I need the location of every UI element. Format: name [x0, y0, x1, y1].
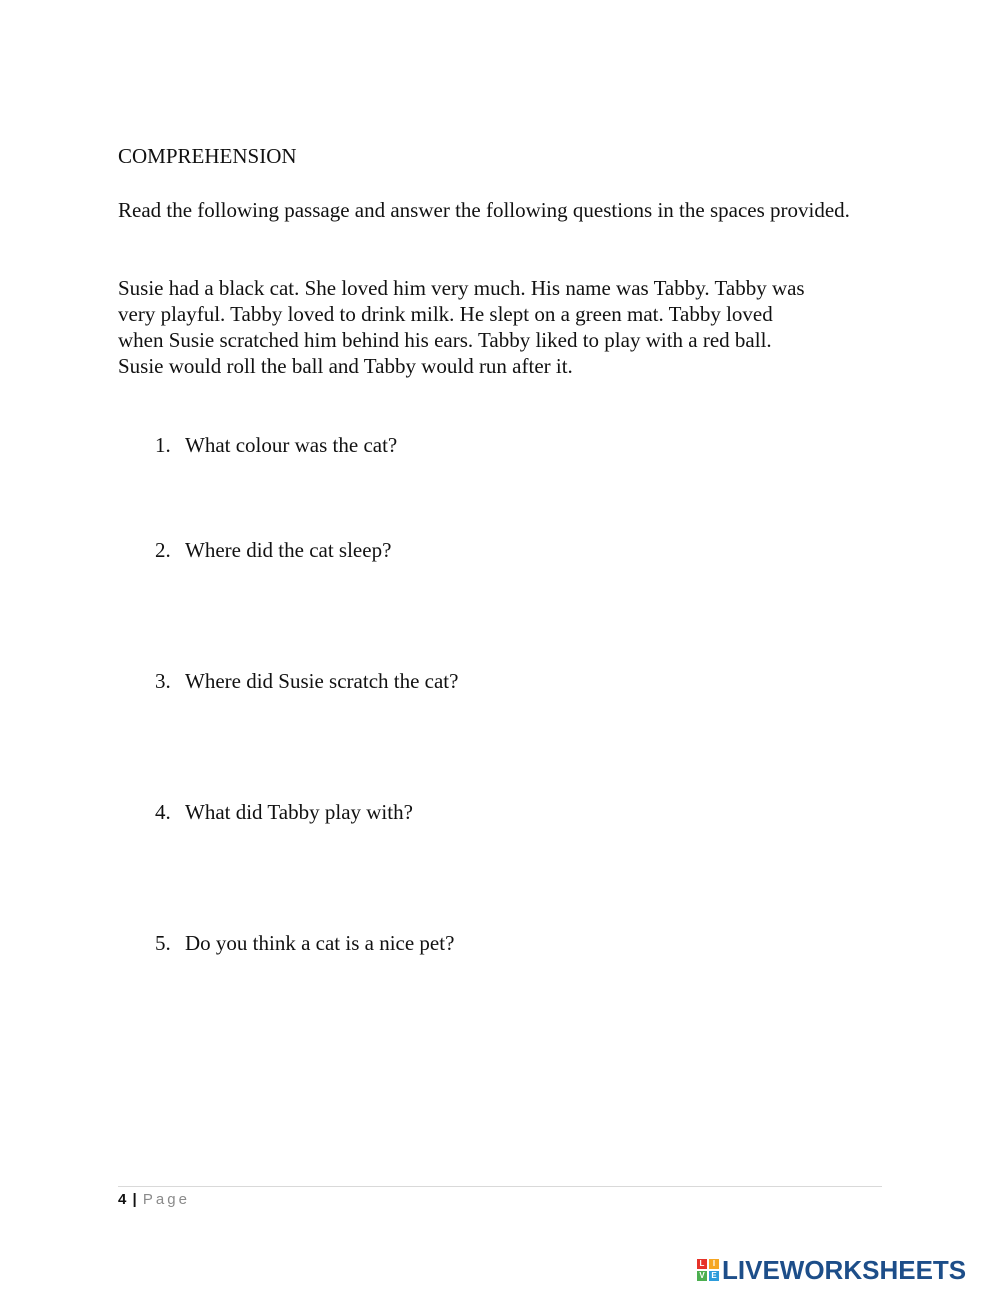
reading-passage: [118, 275, 888, 379]
logo-tile: L: [697, 1259, 707, 1269]
page-label: Page: [142, 1191, 190, 1208]
question-3: [155, 668, 458, 694]
question-text: Where did the cat sleep?: [185, 538, 392, 562]
question-number: 5.: [155, 931, 171, 955]
passage-line: Susie had a black cat. She loved him very much. His name was Tabby. Tabby was: [118, 276, 805, 300]
passage-line: when Susie scratched him behind his ears. Tabby liked to play with a red ball.: [118, 328, 772, 352]
question-1: [155, 432, 397, 458]
question-number: 4.: [155, 800, 171, 824]
instructions-text: Read the following passage and answer the following questions in the spaces provided.: [118, 198, 850, 222]
question-text: What did Tabby play with?: [185, 800, 413, 824]
footer-divider: [118, 1186, 882, 1187]
question-number: 2.: [155, 538, 171, 562]
page-footer: [118, 1190, 190, 1210]
passage-line: Susie would roll the ball and Tabby would run after it.: [118, 354, 573, 378]
question-number: 1.: [155, 433, 171, 457]
brand-name: LIVEWORKSHEETS: [722, 1255, 967, 1285]
section-heading: COMPREHENSION: [118, 144, 297, 168]
question-5: [155, 930, 454, 956]
logo-tile: I: [709, 1259, 719, 1269]
page-number: 4: [118, 1191, 127, 1208]
passage-line: very playful. Tabby loved to drink milk. He slept on a green mat. Tabby loved: [118, 302, 773, 326]
question-2: [155, 537, 391, 563]
footer-separator: |: [132, 1191, 137, 1208]
question-4: [155, 799, 413, 825]
question-text: Do you think a cat is a nice pet?: [185, 931, 455, 955]
liveworksheets-brand[interactable]: [697, 1254, 966, 1286]
question-text: Where did Susie scratch the cat?: [185, 669, 459, 693]
question-number: 3.: [155, 669, 171, 693]
logo-tile: E: [709, 1271, 719, 1281]
logo-tile: V: [697, 1271, 707, 1281]
question-text: What colour was the cat?: [185, 433, 398, 457]
liveworksheets-logo-icon: [697, 1259, 719, 1281]
